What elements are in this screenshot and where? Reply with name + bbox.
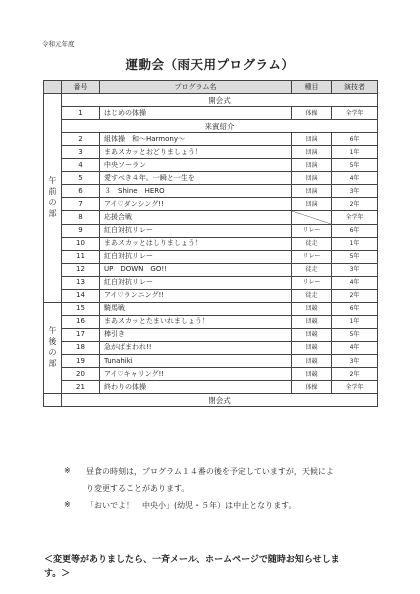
program-row [44, 368, 378, 381]
program-grade: 5年 [332, 250, 378, 263]
program-number: 2 [62, 133, 100, 146]
notice-footer [44, 553, 380, 581]
section-row-closing [44, 394, 378, 407]
program-category: 団演 [292, 146, 332, 159]
note-mark-1: ※ [64, 466, 71, 475]
program-number: 17 [62, 328, 100, 341]
program-name: UP DOWN GO!! [100, 263, 292, 276]
program-grade: 6年 [332, 302, 378, 315]
program-name: 紅白対抗リレー [100, 250, 292, 263]
program-row [44, 198, 378, 211]
program-row [44, 289, 378, 302]
program-name: まあスカッとたまいれましょう！ [100, 315, 292, 328]
program-grade: 3年 [332, 354, 378, 367]
closing-blank [44, 394, 62, 407]
program-number: 5 [62, 172, 100, 185]
header-no: 番号 [62, 81, 100, 94]
program-grade: 全学年 [332, 107, 378, 120]
program-category: 団演 [292, 159, 332, 172]
program-category: 団競 [292, 368, 332, 381]
program-name: 中央ソーラン [100, 159, 292, 172]
program-grade: 全学年 [332, 381, 378, 394]
program-category: 団演 [292, 185, 332, 198]
program-name: アイ♡キャリング!! [100, 368, 292, 381]
page-title: 運動会（雨天用プログラム） [125, 57, 295, 72]
program-category: リレー [292, 276, 332, 289]
table-header [44, 81, 378, 94]
program-category: 団演 [292, 172, 332, 185]
program-grade: 4年 [332, 172, 378, 185]
program-row [44, 354, 378, 367]
program-grade: 4年 [332, 341, 378, 354]
program-number: 9 [62, 224, 100, 237]
program-number: 11 [62, 250, 100, 263]
program-grade: 6年 [332, 224, 378, 237]
section-row-guests [44, 120, 378, 133]
header-blank [44, 81, 62, 94]
program-row [44, 172, 378, 185]
program-row [44, 211, 378, 224]
program-number: 15 [62, 302, 100, 315]
program-name: 応援合戦 [100, 211, 292, 224]
program-category: 徒走 [292, 263, 332, 276]
program-name: まあスカッとおどりましょう！ [100, 146, 292, 159]
program-category: リレー [292, 250, 332, 263]
program-number: 4 [62, 159, 100, 172]
program-name: 組体操 和～Harmony～ [100, 133, 292, 146]
period-text-morning: 午前の部 [48, 176, 57, 219]
program-grade: 2年 [332, 368, 378, 381]
program-row [44, 133, 378, 146]
program-category: 体操 [292, 107, 332, 120]
program-number: 3 [62, 146, 100, 159]
program-name: 愛すべき４年。一瞬と一生を [100, 172, 292, 185]
program-category: 団競 [292, 328, 332, 341]
program-number: 12 [62, 263, 100, 276]
program-row [44, 146, 378, 159]
program-category: リレー [292, 224, 332, 237]
program-number: 1 [62, 107, 100, 120]
program-name: 紅白対抗リレー [100, 276, 292, 289]
program-grade: 6年 [332, 133, 378, 146]
section-row-opening [44, 94, 378, 107]
program-row [44, 328, 378, 341]
program-grade: 5年 [332, 328, 378, 341]
note-mark-2: ※ [64, 500, 71, 509]
program-name: Tunahiki [100, 354, 292, 367]
program-grade: 5年 [332, 159, 378, 172]
program-number: 6 [62, 185, 100, 198]
program-row [44, 159, 378, 172]
program-category: 徒走 [292, 289, 332, 302]
program-number: 13 [62, 276, 100, 289]
program-row [44, 315, 378, 328]
program-number: 7 [62, 198, 100, 211]
program-row [44, 237, 378, 250]
program-row [44, 224, 378, 237]
program-category: 団演 [292, 198, 332, 211]
program-row [44, 276, 378, 289]
note-lunch-line1: 昼食の時刻は，プログラム１４番の後を予定していますが，天候によ [86, 467, 334, 476]
note-cancel: 「おいでよ！ 中央小」(幼児・５年）は中止となります。 [86, 501, 297, 510]
note-lunch-line2: り変更することがあります。 [86, 484, 190, 493]
program-grade: 全学年 [332, 211, 378, 224]
program-name: まあスカッとはしりましょう！ [100, 237, 292, 250]
program-name: アイ♡ランニング!! [100, 289, 292, 302]
program-name: はじめの体操 [100, 107, 292, 120]
period-label-afternoon [44, 302, 62, 393]
program-name: 騎馬戦 [100, 302, 292, 315]
fiscal-year: 令和元年度 [42, 40, 75, 48]
header-name: プログラム名 [100, 81, 292, 94]
program-row [44, 107, 378, 120]
program-grade: 4年 [332, 276, 378, 289]
period-text-afternoon: 午後の部 [48, 326, 57, 369]
program-row [44, 250, 378, 263]
header-grade: 演技者 [332, 81, 378, 94]
program-number: 19 [62, 354, 100, 367]
section-label-opening: 開会式 [62, 94, 378, 107]
program-name: 急がばまわれ!! [100, 341, 292, 354]
program-name: 終わりの体操 [100, 381, 292, 394]
program-number: 18 [62, 341, 100, 354]
program-row [44, 341, 378, 354]
program-category: 団競 [292, 302, 332, 315]
program-grade: 3年 [332, 185, 378, 198]
program-category: 徒走 [292, 237, 332, 250]
program-grade: 3年 [332, 263, 378, 276]
program-grade: 2年 [332, 198, 378, 211]
program-number: 14 [62, 289, 100, 302]
program-category: 団競 [292, 341, 332, 354]
program-name: 棒引き [100, 328, 292, 341]
section-label-closing: 閉会式 [62, 394, 378, 407]
program-table [43, 80, 378, 407]
program-row [44, 381, 378, 394]
program-number: 20 [62, 368, 100, 381]
program-grade: 2年 [332, 289, 378, 302]
section-label-guests: 来賓紹介 [62, 120, 378, 133]
program-number: 21 [62, 381, 100, 394]
program-row [44, 263, 378, 276]
program-category [292, 211, 332, 224]
period-label-morning [44, 94, 62, 303]
notice-line2: す。＞ [44, 569, 71, 579]
program-category: 団競 [292, 354, 332, 367]
program-grade: 1年 [332, 146, 378, 159]
program-category: 体操 [292, 381, 332, 394]
header-category: 種目 [292, 81, 332, 94]
program-number: 10 [62, 237, 100, 250]
program-row [44, 302, 378, 315]
program-grade: 1年 [332, 237, 378, 250]
program-category: 団演 [292, 133, 332, 146]
program-name: 紅白対抗リレー [100, 224, 292, 237]
program-grade: 1年 [332, 315, 378, 328]
program-name: ３ Shine HERO [100, 185, 292, 198]
program-number: 8 [62, 211, 100, 224]
program-number: 16 [62, 315, 100, 328]
notice-line1: ＜変更等がありましたら、一斉メール、ホームページで随時お知らせしま [44, 555, 340, 565]
program-name: アイ♡ダンシング!! [100, 198, 292, 211]
program-category: 団競 [292, 315, 332, 328]
program-row [44, 185, 378, 198]
